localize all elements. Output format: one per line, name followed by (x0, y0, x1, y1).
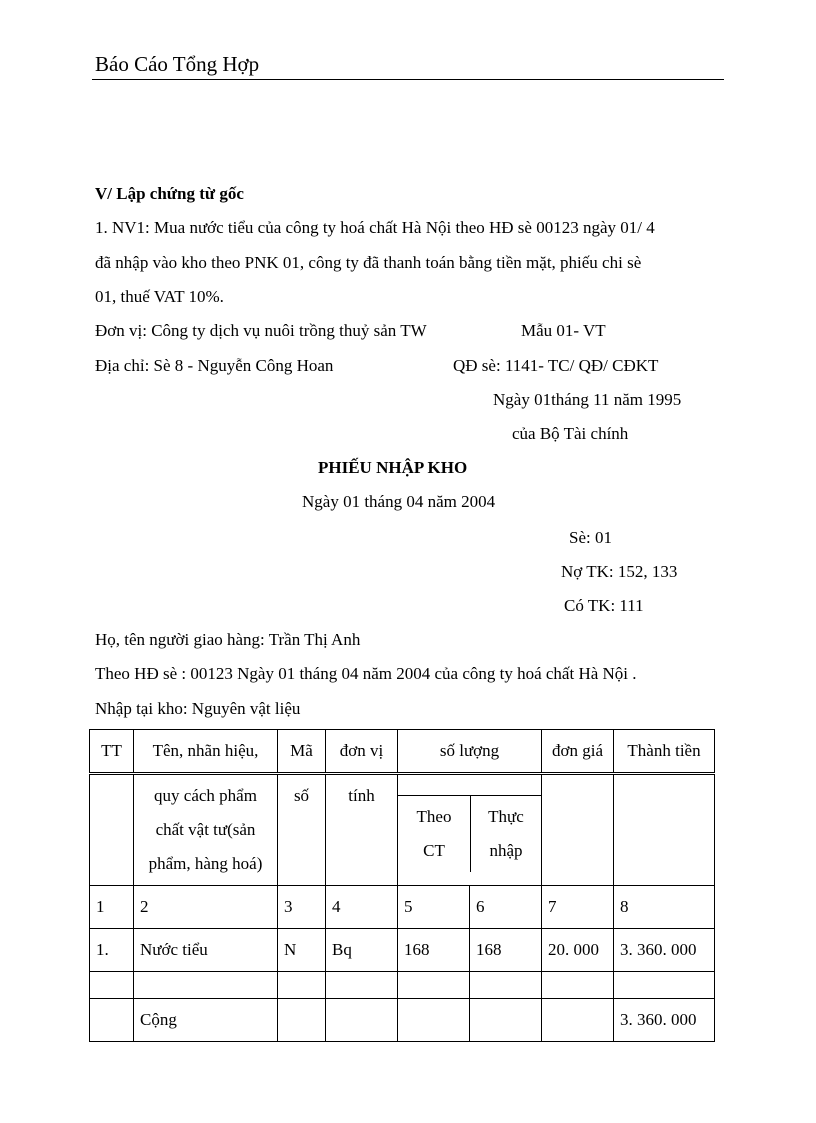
header-qty-voucher (398, 796, 471, 872)
deliverer-line: Họ, tên người giao hàng: Trần Thị Anh (95, 630, 361, 649)
voucher-title: PHIẾU NHẬP KHO (318, 458, 468, 477)
row1-qty-voucher: 168 (398, 929, 470, 972)
colnum-6: 6 (470, 886, 542, 929)
header-rule (92, 79, 724, 80)
warehouse-line: Nhập tại kho: Nguyên vật liệu (95, 699, 301, 718)
empty-cell (326, 972, 398, 999)
reference-line: Theo HĐ sè : 00123 Ngày 01 tháng 04 năm 2004 của công ty hoá chất Hà Nội . (95, 664, 637, 683)
header-qty-actual (471, 796, 541, 872)
row1-price: 20. 000 (542, 929, 614, 972)
header-name-line3: chất vật tư(sản (155, 820, 256, 839)
total-label: Cộng (134, 999, 278, 1042)
empty-cell (542, 972, 614, 999)
colnum-1: 1 (90, 886, 134, 929)
row1-qty-actual: 168 (470, 929, 542, 972)
header-quantity-sub (398, 774, 542, 886)
header-tt: TT (90, 730, 134, 774)
receipt-table (89, 729, 715, 1042)
header-qty-actual-line1: Thực (488, 807, 524, 826)
form-number: Mẫu 01- VT (521, 321, 606, 340)
colnum-7: 7 (542, 886, 614, 929)
total-price (542, 999, 614, 1042)
header-qty-voucher-line2: CT (423, 841, 445, 860)
header-tt-cont (90, 774, 134, 886)
header-unit: đơn vị (326, 730, 398, 774)
paragraph-line-2: đã nhập vào kho theo PNK 01, công ty đã thanh toán bằng tiền mặt, phiếu chi sè (95, 253, 642, 272)
total-amount: 3. 360. 000 (614, 999, 715, 1042)
header-qty-voucher-line1: Theo (416, 807, 452, 826)
header-code-cont: số (278, 774, 326, 886)
header-amount-cont (614, 774, 715, 886)
empty-cell (470, 972, 542, 999)
total-tt (90, 999, 134, 1042)
empty-cell (398, 972, 470, 999)
empty-cell (278, 972, 326, 999)
voucher-date: Ngày 01 tháng 04 năm 2004 (302, 492, 496, 511)
colnum-5: 5 (398, 886, 470, 929)
paragraph-line-3: 01, thuế VAT 10%. (95, 287, 224, 306)
empty-cell (90, 972, 134, 999)
header-quantity: số lượng (398, 730, 542, 774)
credit-account: Có TK: 111 (564, 596, 644, 615)
header-amount: Thành tiền (614, 730, 715, 774)
empty-cell (614, 972, 715, 999)
row1-tt: 1. (90, 929, 134, 972)
paragraph-line-1: 1. NV1: Mua nước tiểu của công ty hoá chất Hà Nội theo HĐ sè 00123 ngày 01/ 4 (95, 218, 655, 237)
header-price: đơn giá (542, 730, 614, 774)
document-header-title: Báo Cáo Tổng Hợp (95, 52, 260, 76)
header-price-cont (542, 774, 614, 886)
colnum-8: 8 (614, 886, 715, 929)
empty-cell (134, 972, 278, 999)
header-name-line2: quy cách phẩm (154, 786, 257, 805)
total-qty-voucher (398, 999, 470, 1042)
header-unit-cont: tính (326, 774, 398, 886)
decision-date: Ngày 01tháng 11 năm 1995 (493, 390, 682, 409)
colnum-4: 4 (326, 886, 398, 929)
unit-line: Đơn vị: Công ty dịch vụ nuôi trồng thuỷ sản TW (95, 321, 427, 340)
row1-name: Nước tiểu (134, 929, 278, 972)
address-line: Địa chỉ: Sè 8 - Nguyễn Công Hoan (95, 356, 334, 375)
row1-amount: 3. 360. 000 (614, 929, 715, 972)
header-qty-actual-line2: nhập (489, 841, 523, 860)
ministry-line: của Bộ Tài chính (512, 424, 629, 443)
decision-line: QĐ sè: 1141- TC/ QĐ/ CĐKT (453, 356, 659, 375)
colnum-2: 2 (134, 886, 278, 929)
header-name-line4: phẩm, hàng hoá) (148, 854, 263, 873)
debit-account: Nợ TK: 152, 133 (561, 562, 678, 581)
total-unit (326, 999, 398, 1042)
total-qty-actual (470, 999, 542, 1042)
colnum-3: 3 (278, 886, 326, 929)
total-code (278, 999, 326, 1042)
row1-code: N (278, 929, 326, 972)
row1-unit: Bq (326, 929, 398, 972)
voucher-number: Sè: 01 (569, 528, 612, 547)
header-name: Tên, nhãn hiệu, (134, 730, 278, 774)
header-name-cont (134, 774, 278, 886)
section-heading: V/ Lập chứng từ gốc (95, 184, 244, 203)
header-code: Mã (278, 730, 326, 774)
